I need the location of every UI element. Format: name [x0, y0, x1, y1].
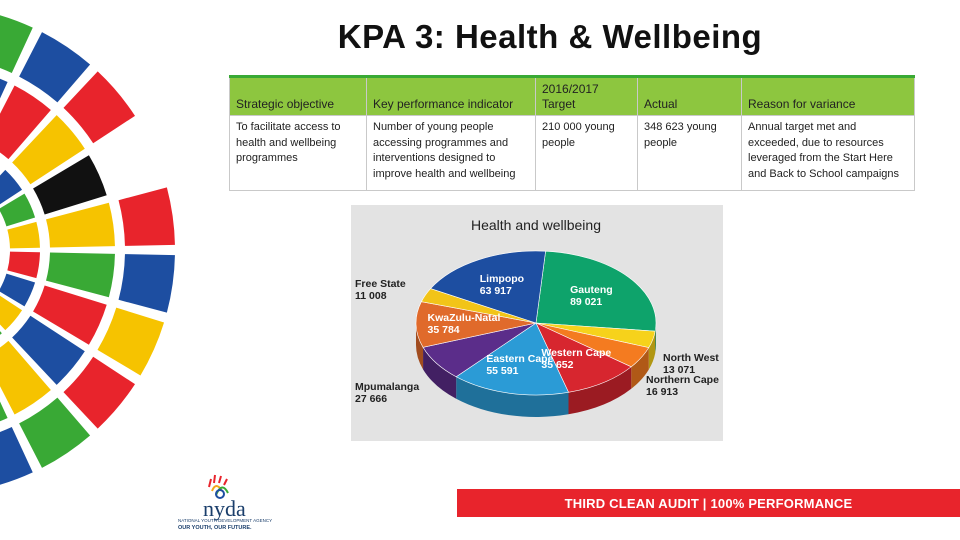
pie-label-name: Gauteng	[570, 283, 613, 296]
header-kpi: Key performance indicator	[367, 77, 536, 116]
pie-label	[570, 284, 613, 308]
pie-chart-panel	[351, 205, 723, 441]
cell-actual: 348 623 young people	[638, 116, 742, 191]
chart-title: Health and wellbeing	[471, 217, 601, 233]
cell-reason: Annual target met and exceeded, due to resources leveraged from the Start Here and Back to School campaigns	[742, 116, 915, 191]
fan-segment	[97, 125, 164, 193]
logo-wordmark: nyda	[203, 496, 246, 521]
pie-label-name: Eastern Cape	[486, 353, 554, 366]
pie-label-value: 11 008	[355, 289, 387, 302]
pie-label-name: Free State	[355, 277, 406, 290]
pie-label-value: 35 652	[541, 358, 574, 371]
audit-banner: THIRD CLEAN AUDIT | 100% PERFORMANCE	[457, 489, 960, 517]
header-target-text: 2016/2017 Target	[542, 82, 599, 111]
fan-segment	[7, 252, 40, 278]
fan-segment	[119, 187, 175, 246]
pie-label-name: KwaZulu-Natal	[427, 311, 501, 324]
header-strategic-objective: Strategic objective	[230, 77, 367, 116]
pie-label	[428, 312, 501, 336]
pie-label	[480, 273, 524, 297]
cell-target: 210 000 young people	[536, 116, 638, 191]
pie-label-name: North West	[663, 352, 719, 365]
pie-label-value: 13 071	[663, 364, 696, 377]
header-target	[536, 77, 638, 116]
pie-label-value: 55 591	[486, 365, 519, 378]
logo-tagline: OUR YOUTH, OUR FUTURE.	[178, 525, 252, 531]
pie-label-value: 35 784	[427, 323, 460, 336]
kpa-table	[229, 75, 915, 191]
fan-segment	[7, 222, 40, 248]
pie-label	[355, 278, 406, 302]
table-header-row	[230, 77, 915, 116]
fan-segment	[119, 254, 175, 313]
pie-label-value: 89 021	[570, 295, 603, 308]
pie-label-value: 27 666	[355, 392, 388, 405]
header-actual: Actual	[638, 77, 742, 116]
fan-segment	[97, 308, 164, 376]
pie-chart	[351, 205, 723, 441]
cell-objective: To facilitate access to health and wellbeing programmes	[230, 116, 367, 191]
pie-label-value: 63 917	[479, 285, 512, 297]
pie-label-name: Limpopo	[479, 273, 525, 285]
table-row	[230, 116, 915, 191]
slide-title: KPA 3: Health & Wellbeing	[337, 18, 763, 55]
pie-label	[486, 353, 553, 377]
pie-label-value: 16 913	[646, 385, 679, 398]
pie-label-name: Northern Cape	[646, 373, 719, 386]
cell-kpi: Number of young people accessing programmes and interventions designed to improve health and wellbeing	[367, 116, 536, 191]
nyda-logo	[176, 473, 276, 535]
logo-agency-name: NATIONAL YOUTH DEVELOPMENT AGENCY	[178, 518, 273, 523]
pie-label	[646, 374, 719, 398]
pie-label-name: Mpumalanga	[355, 380, 420, 393]
pie-label	[355, 381, 419, 405]
decorative-fan-graphic	[0, 0, 230, 540]
header-reason: Reason for variance	[742, 77, 915, 116]
pie-label-name: Western Cape	[541, 346, 612, 359]
